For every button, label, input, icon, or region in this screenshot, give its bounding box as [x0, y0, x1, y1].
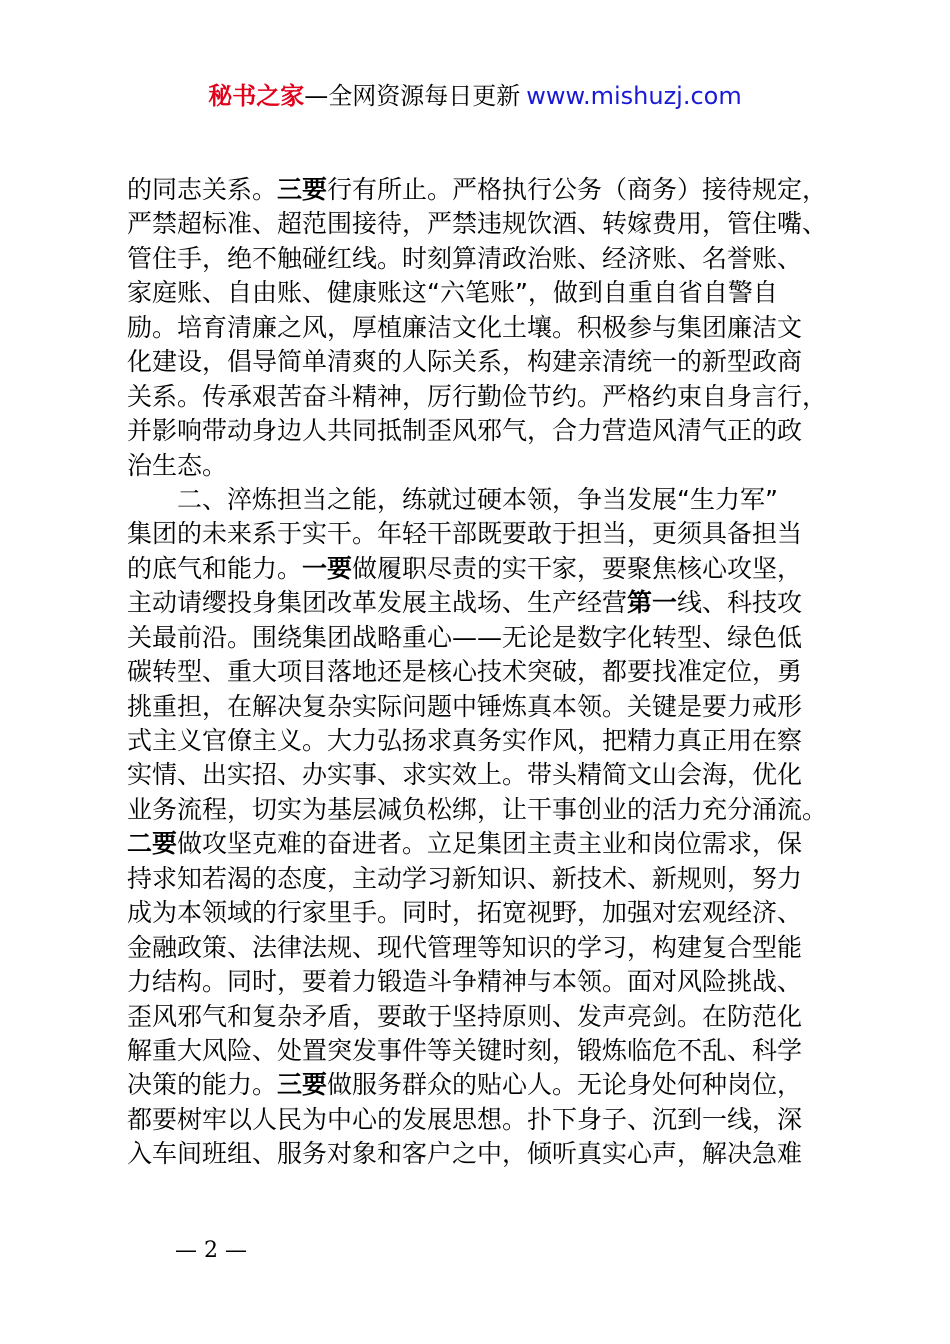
body-text: 化建设，倡导简单清爽的人际关系，构建亲清统一的新型政商: [127, 347, 803, 377]
text-line: [127, 690, 837, 724]
header-tagline: —全网资源每日更新: [304, 82, 521, 110]
body-text: 决策的能力。: [127, 1070, 278, 1100]
body-text: 关最前沿。围绕集团战略重心——无论是数字化转型、绿色低: [127, 622, 803, 652]
body-text: 的底气和能力。: [127, 553, 303, 583]
emphasis-text: 二要: [127, 829, 178, 859]
body-text: 成为本领域的行家里手。同时，拓宽视野，加强对宏观经济、: [127, 898, 803, 928]
body-text: 关系。传承艰苦奋斗精神，厉行勤俭节约。严格约束自身言行，: [127, 381, 828, 411]
body-text: 歪风邪气和复杂矛盾，要敢于坚持原则、发声亮剑。在防范化: [127, 1001, 803, 1031]
text-line: [127, 483, 837, 517]
text-line: [127, 758, 837, 792]
text-line: [127, 655, 837, 689]
body-text: 式主义官僚主义。大力弘扬求真务实作风，把精力真正用在察: [127, 726, 803, 755]
text-line: [127, 345, 837, 379]
text-line: [127, 1068, 837, 1102]
text-line: [127, 276, 837, 310]
body-text: 家庭账、自由账、健康账这“六笔账”，做到自重自省自警自: [127, 278, 778, 308]
body-text: 并影响带动身边人共同抵制歪风邪气，合力营造风清气正的政: [127, 416, 803, 446]
document-body: [127, 173, 837, 1172]
emphasis-text: 第一: [627, 588, 678, 618]
body-text: 的同志关系。: [127, 175, 278, 204]
text-line: [127, 586, 837, 620]
text-line: [127, 965, 837, 999]
site-url-link[interactable]: www.mishuzj.com: [526, 82, 742, 110]
text-line: [127, 896, 837, 930]
text-line: [127, 242, 837, 276]
text-line: [127, 724, 837, 758]
text-line: [127, 793, 837, 827]
body-text: 集团的未来系于实干。年轻干部既要敢于担当，更须具备担当: [127, 519, 803, 549]
body-text: 做履职尽责的实干家，要聚焦核心攻坚，: [352, 553, 803, 583]
body-text: 主动请缨投身集团改革发展主战场、生产经营: [127, 588, 628, 618]
body-text: 治生态。: [127, 450, 228, 480]
text-line: [127, 862, 837, 896]
body-text: 金融政策、法律法规、现代管理等知识的学习，构建复合型能: [127, 932, 803, 962]
body-text: 二、淬炼担当之能，练就过硬本领，争当发展“生力军”: [177, 484, 778, 514]
text-line: [127, 1000, 837, 1034]
body-text: 碳转型、重大项目落地还是核心技术突破，都要找准定位，勇: [127, 657, 803, 687]
text-line: [127, 173, 837, 207]
body-text: 业务流程，切实为基层减负松绑，让干事创业的活力充分涌流。: [127, 794, 828, 824]
body-text: 做服务群众的贴心人。无论身处何种岗位，: [327, 1070, 803, 1100]
text-line: [127, 311, 837, 345]
body-text: 线、科技攻: [677, 588, 803, 618]
emphasis-text: 一要: [302, 553, 353, 583]
site-header: [0, 80, 950, 112]
brand-name: 秘书之家: [208, 82, 305, 110]
text-line: [127, 207, 837, 241]
body-text: 严禁超标准、超范围接待，严禁违规饮酒、转嫁费用，管住嘴、: [127, 209, 828, 239]
text-line: [127, 1103, 837, 1137]
text-line: [127, 449, 837, 483]
text-line: [127, 552, 837, 586]
body-text: 挑重担，在解决复杂实际问题中锤炼真本领。关键是要力戒形: [127, 691, 803, 721]
body-text: 都要树牢以人民为中心的发展思想。扑下身子、沉到一线，深: [127, 1104, 803, 1134]
body-text: 持求知若渴的态度，主动学习新知识、新技术、新规则，努力: [127, 863, 803, 893]
text-line: [127, 380, 837, 414]
text-line: [127, 1137, 837, 1171]
body-text: 实情、出实招、办实事、求实效上。带头精简文山会海，优化: [127, 760, 803, 790]
text-line: [127, 1034, 837, 1068]
body-text: 励。培育清廉之风，厚植廉洁文化土壤。积极参与集团廉洁文: [127, 312, 803, 342]
page-number: — 2 —: [175, 1238, 247, 1263]
emphasis-text: 三要: [277, 175, 328, 204]
body-text: 力结构。同时，要着力锻造斗争精神与本领。面对风险挑战、: [127, 967, 803, 997]
text-line: [127, 414, 837, 448]
body-text: 入车间班组、服务对象和客户之中，倾听真实心声，解决急难: [127, 1139, 803, 1169]
body-text: 解重大风险、处置突发事件等关键时刻，锻炼临危不乱、科学: [127, 1035, 803, 1065]
emphasis-text: 三要: [277, 1070, 328, 1100]
body-text: 行有所止。严格执行公务（商务）接待规定，: [327, 175, 828, 204]
body-text: 做攻坚克难的奋进者。立足集团主责主业和岗位需求，保: [177, 829, 803, 859]
text-line: [127, 827, 837, 861]
text-line: [127, 931, 837, 965]
body-text: 管住手，绝不触碰红线。时刻算清政治账、经济账、名誉账、: [127, 243, 803, 273]
text-line: [127, 621, 837, 655]
text-line: [127, 517, 837, 551]
